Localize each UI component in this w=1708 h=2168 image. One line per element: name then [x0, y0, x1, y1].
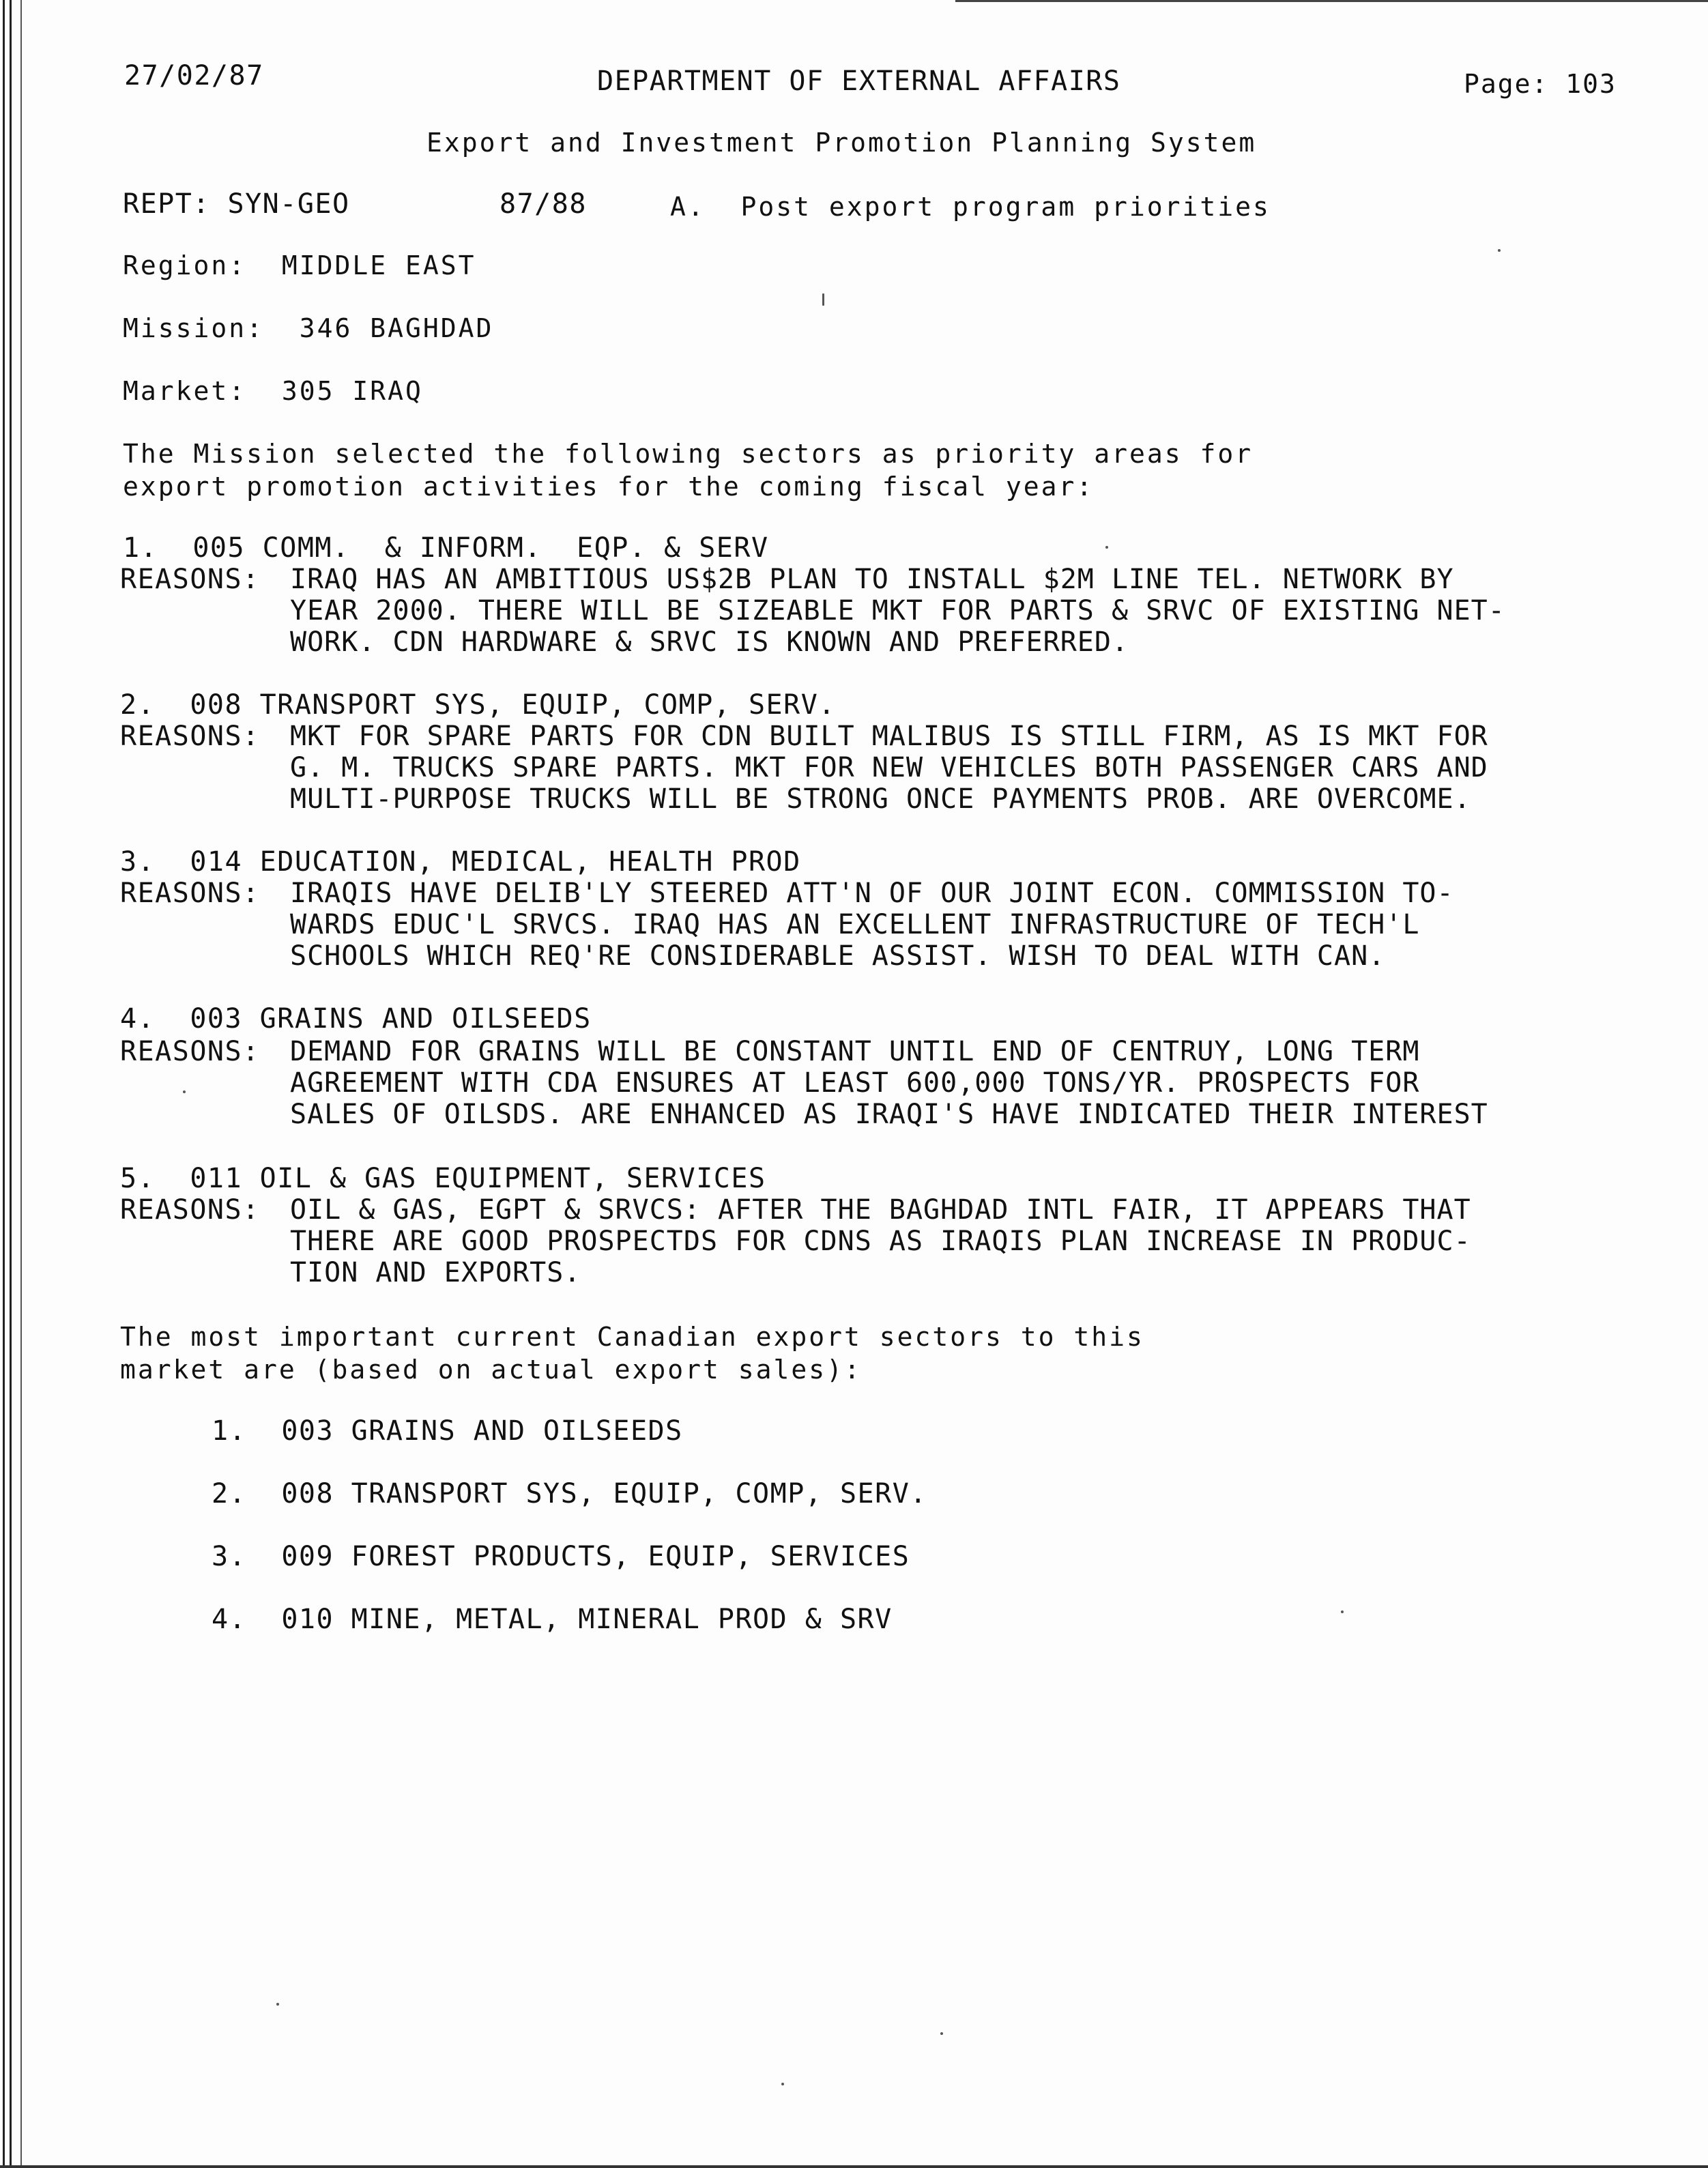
scan-speck [822, 293, 824, 306]
current-sector-item: 1. 003 GRAINS AND OILSEEDS [212, 1415, 683, 1447]
reasons-text [290, 1036, 1627, 1130]
reasons-label: REASONS: [120, 1036, 260, 1067]
reasons-label: REASONS: [120, 1194, 260, 1226]
scan-bottom-rule [0, 2165, 1708, 2168]
reasons-line: THERE ARE GOOD PROSPECTDS FOR CDNS AS IRAQIS PLAN INCREASE IN PRODUC- [290, 1226, 1471, 1257]
report-code: REPT: SYN-GEO [123, 188, 350, 220]
scan-speck [781, 2083, 784, 2085]
region-line: Region: MIDDLE EAST [123, 250, 476, 280]
reasons-line: IRAQ HAS AN AMBITIOUS US$2B PLAN TO INSTALL $2M LINE TEL. NETWORK BY [290, 564, 1454, 595]
reasons-label: REASONS: [120, 878, 260, 909]
reasons-line: OIL & GAS, EGPT & SRVCS: AFTER THE BAGHDAD INTL FAIR, IT APPEARS THAT [290, 1194, 1471, 1226]
reasons-label: REASONS: [120, 564, 260, 595]
department-title: DEPARTMENT OF EXTERNAL AFFAIRS [597, 66, 1121, 97]
reasons-line: G. M. TRUCKS SPARE PARTS. MKT FOR NEW VEHICLES BOTH PASSENGER CARS AND [290, 752, 1488, 783]
reasons-label: REASONS: [120, 721, 260, 752]
system-title: Export and Investment Promotion Planning System [426, 128, 1257, 158]
scan-edge-line [10, 0, 12, 2168]
reasons-text [290, 721, 1627, 815]
reasons-line: YEAR 2000. THERE WILL BE SIZEABLE MKT FOR PARTS & SRVC OF EXISTING NET- [290, 595, 1505, 626]
current-sector-item: 3. 009 FOREST PRODUCTS, EQUIP, SERVICES [212, 1541, 910, 1572]
current-sector-item: 2. 008 TRANSPORT SYS, EQUIP, COMP, SERV. [212, 1478, 927, 1509]
reasons-line: TION AND EXPORTS. [290, 1257, 581, 1288]
market-line: Market: 305 IRAQ [123, 376, 423, 406]
section-title: A. Post export program priorities [670, 192, 1271, 222]
reasons-line: DEMAND FOR GRAINS WILL BE CONSTANT UNTIL END OF CENTRUY, LONG TERM [290, 1036, 1420, 1067]
report-date: 27/02/87 [124, 60, 264, 91]
scan-speck [1105, 546, 1108, 549]
scan-speck [276, 2003, 279, 2006]
intro-line-1: The Mission selected the following sectors as priority areas for [123, 439, 1254, 469]
priority-title: 5. 011 OIL & GAS EQUIPMENT, SERVICES [120, 1163, 766, 1194]
reasons-line: SALES OF OILSDS. ARE ENHANCED AS IRAQI'S HAVE INDICATED THEIR INTEREST [290, 1099, 1488, 1130]
reasons-line: WARDS EDUC'L SRVCS. IRAQ HAS AN EXCELLENT INFRASTRUCTURE OF TECH'L [290, 909, 1420, 940]
scan-top-rule [955, 0, 1708, 2]
current-intro-line-2: market are (based on actual export sales): [120, 1355, 862, 1385]
scan-speck [1498, 249, 1501, 252]
mission-line: Mission: 346 BAGHDAD [123, 313, 494, 343]
priority-title: 4. 003 GRAINS AND OILSEEDS [120, 1003, 592, 1035]
priority-title: 2. 008 TRANSPORT SYS, EQUIP, COMP, SERV. [120, 689, 836, 721]
reasons-text [290, 564, 1627, 658]
scan-speck [940, 2032, 943, 2035]
intro-line-2: export promotion activities for the coming fiscal year: [123, 472, 1095, 502]
page-number: Page: 103 [1464, 69, 1617, 99]
reasons-line: MKT FOR SPARE PARTS FOR CDN BUILT MALIBUS IS STILL FIRM, AS IS MKT FOR [290, 721, 1488, 752]
reasons-line: MULTI-PURPOSE TRUCKS WILL BE STRONG ONCE PAYMENTS PROB. ARE OVERCOME. [290, 783, 1471, 815]
fiscal-year: 87/88 [500, 188, 587, 220]
priority-title: 3. 014 EDUCATION, MEDICAL, HEALTH PROD [120, 846, 801, 878]
reasons-text [290, 878, 1627, 972]
reasons-line: SCHOOLS WHICH REQ'RE CONSIDERABLE ASSIST. WISH TO DEAL WITH CAN. [290, 940, 1386, 972]
scan-edge-line [20, 0, 22, 2168]
reasons-line: AGREEMENT WITH CDA ENSURES AT LEAST 600,000 TONS/YR. PROSPECTS FOR [290, 1067, 1420, 1099]
reasons-text [290, 1194, 1627, 1288]
current-sector-item: 4. 010 MINE, METAL, MINERAL PROD & SRV [212, 1604, 893, 1635]
current-intro-line-1: The most important current Canadian export sectors to this [120, 1322, 1144, 1352]
reasons-line: WORK. CDN HARDWARE & SRVC IS KNOWN AND PREFERRED. [290, 626, 1129, 658]
reasons-line: IRAQIS HAVE DELIB'LY STEERED ATT'N OF OUR JOINT ECON. COMMISSION TO- [290, 878, 1454, 909]
scan-edge-line [3, 0, 5, 2168]
scan-speck [183, 1090, 186, 1093]
scan-speck [1341, 1610, 1344, 1613]
priority-title: 1. 005 COMM. & INFORM. EQP. & SERV [123, 532, 769, 564]
